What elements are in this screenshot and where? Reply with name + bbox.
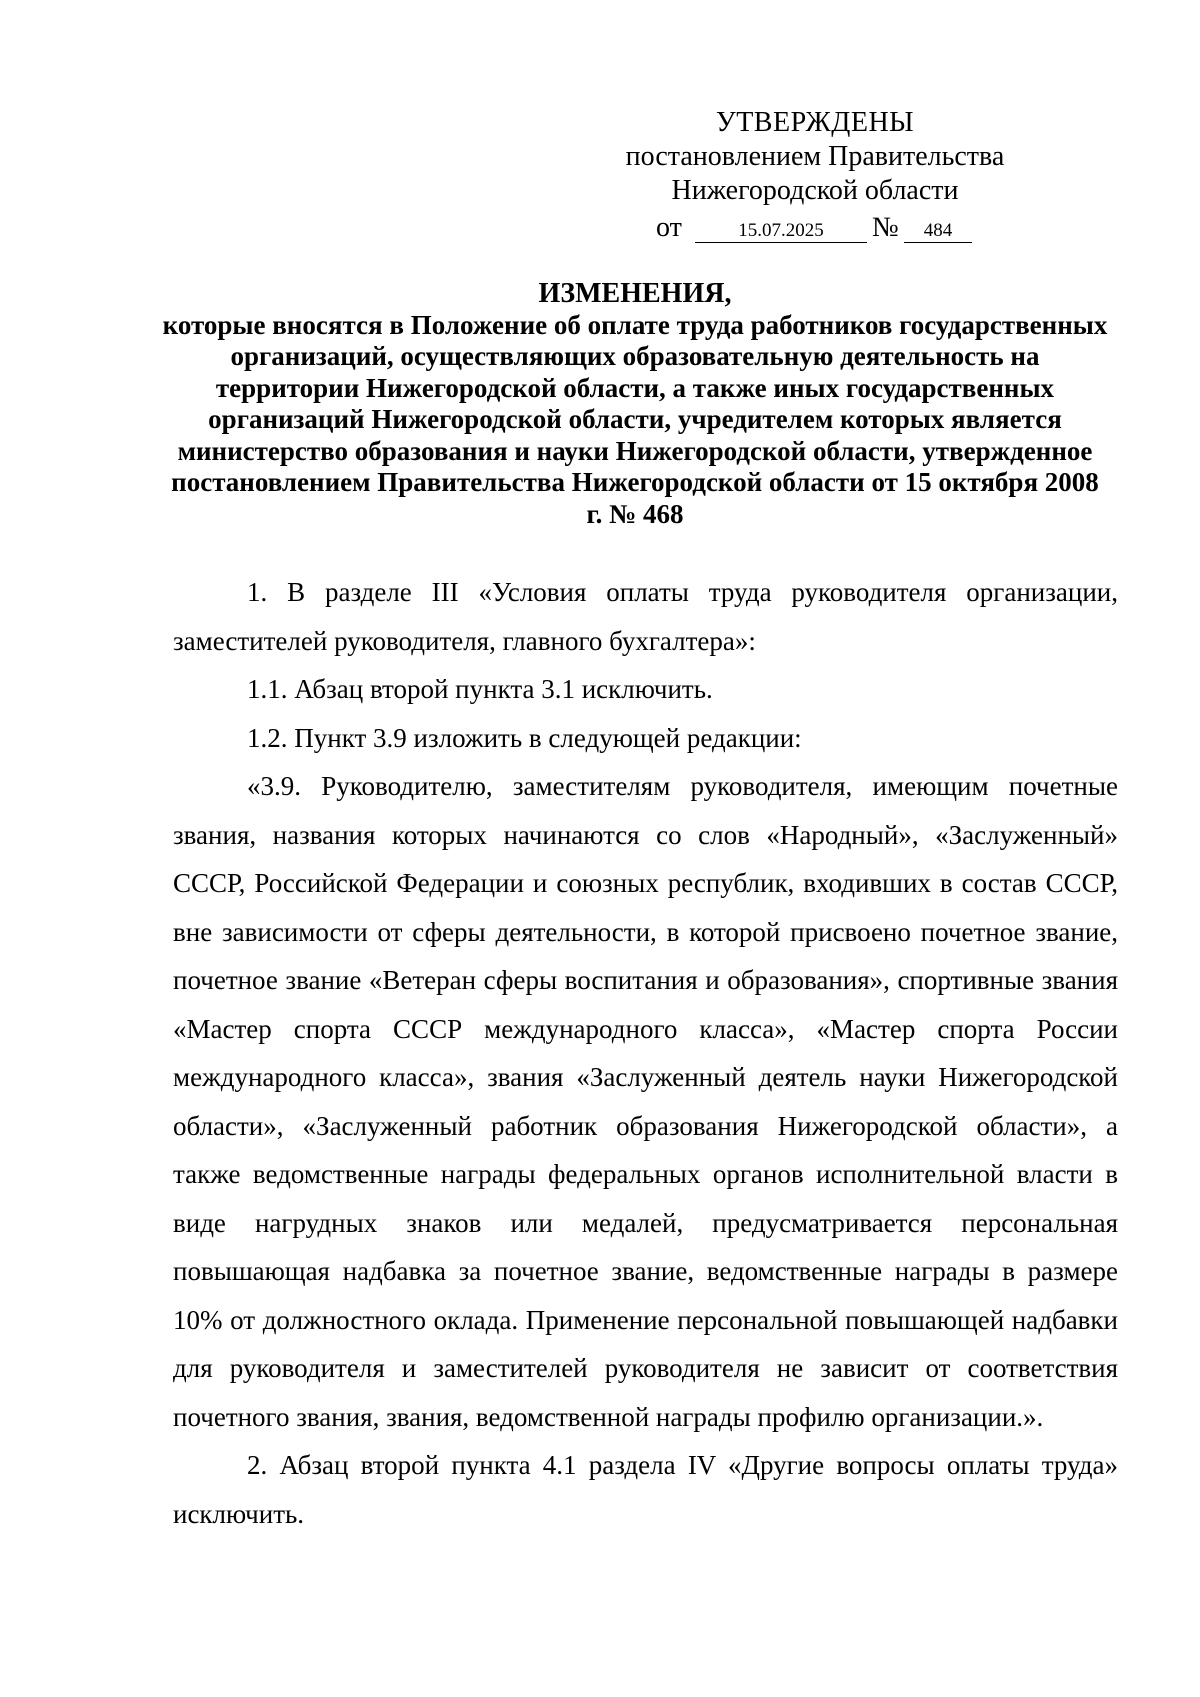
approval-line-1: постановлением Правительства <box>625 141 1005 172</box>
date-prefix: от <box>656 212 682 243</box>
paragraph-1-1: 1.1. Абзац второй пункта 3.1 исключить. <box>247 674 713 704</box>
paragraph-3-9: «3.9. Руководителю, заместителям руководителя, имеющим почетные звания, названия которых начинаются со слов «Народный», «Заслуженный» СССР, Российской Федерации и союзных республик, входивших в состав СССР, вне зависимости от сферы деятельности, в которой присвоено почетное звание, почетное звание «Ветеран сферы воспитания и образования», спортивные звания «Мастер спорта СССР международного класса», «Мастер спорта России международного класса», звания «Заслуженный деятель науки Нижегородской области», «Заслуженный работник образования Нижегородской области», а также ведомственные награды федеральных органов исполнительной власти в виде нагрудных знаков или медалей, предусматривается персональная повышающая надбавка за почетное звание, ведомственные награды в размере 10% от должностного оклада. Применение персональной повышающей надбавки для руководителя и заместителей руководителя не зависит от соответствия почетного звания, звания, ведомственной награды профилю организации.». <box>173 771 1118 1432</box>
approval-line-2: Нижегородской области <box>671 175 959 206</box>
document-body <box>173 568 1118 1538</box>
document-title <box>160 278 1110 530</box>
approval-block <box>600 106 1030 248</box>
approval-date: 15.07.2025 <box>738 220 824 241</box>
number-field <box>904 208 972 243</box>
approval-number: 484 <box>923 220 953 241</box>
paragraph-1: 1. В разделе III «Условия оплаты труда руководителя организации, заместителей руководителя, главного бухгалтера»: <box>173 577 1118 656</box>
paragraph-2: 2. Абзац второй пункта 4.1 раздела IV «Другие вопросы оплаты труда» исключить. <box>173 1450 1118 1529</box>
title-subtitle: которые вносятся в Положение об оплате труда работников государственных организаций, осуществляющих образовательную деятельность на территории Нижегородской области, а также иных государственных организаций Нижегородской области, учредителем которых является министерство образования и науки Нижегородской области, утвержденное постановлением Правительства Нижегородской области от 15 октября 2008 г. № 468 <box>162 309 1108 529</box>
number-sign: № <box>872 212 899 243</box>
approval-heading: УТВЕРЖДЕНЫ <box>715 107 915 138</box>
approval-date-row <box>600 208 1030 248</box>
paragraph-1-2: 1.2. Пункт 3.9 изложить в следующей редакции: <box>247 722 802 753</box>
title-main: ИЗМЕНЕНИЯ, <box>538 278 732 309</box>
date-field <box>695 208 867 243</box>
